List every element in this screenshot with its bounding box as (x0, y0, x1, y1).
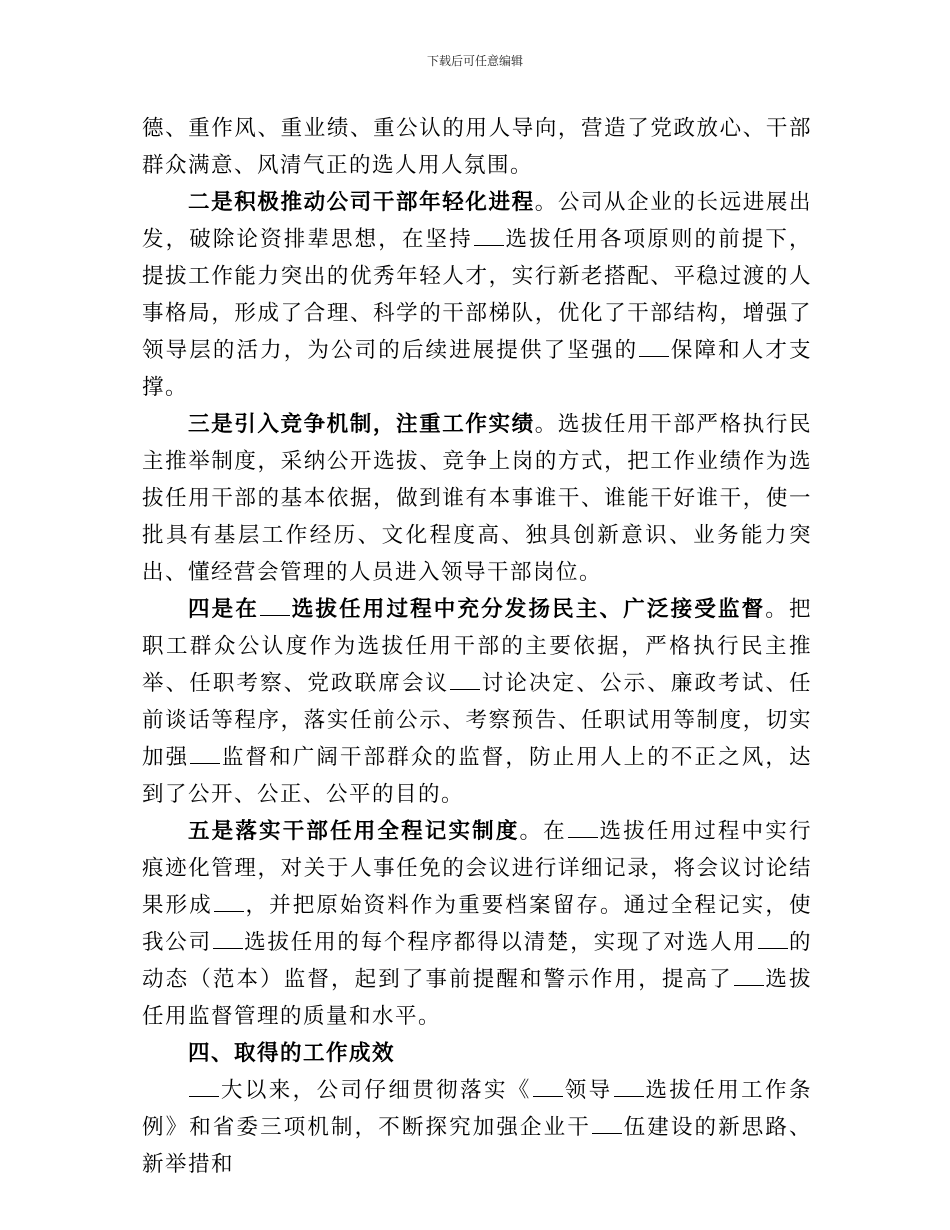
page-header: 下载后可任意编辑 (426, 54, 523, 68)
blank-line (190, 745, 220, 764)
blank-line (568, 819, 598, 838)
paragraph-record (142, 813, 812, 1035)
paragraph-heading (188, 597, 765, 622)
paragraph-text: 选拔任用各项原则的前提下，提拔工作能力突出的优秀年轻人才，实行新老搭配、平稳过渡的人事格局，形成了合理、科学的干部梯队，优化了干部结构，增强了领导层的活力，为公司的后续进展提供了坚强的 (142, 227, 812, 363)
blank-line (758, 930, 788, 949)
paragraph-text: 保障和人才支撑。 (142, 338, 812, 400)
paragraph-text: 选拔任用工作条例》和省委三项机制，不断探究加强企业干 (142, 1078, 812, 1140)
blank-line (450, 671, 480, 690)
paragraph-text: 。把职工群众公认度作为选拔任用干部的主要依据，严格执行民主推举、任职考察、党政联席会议 (142, 597, 812, 696)
paragraph-achievements (142, 1072, 812, 1183)
paragraph-text: 的动态（范本）监督，起到了事前提醒和警示作用，提高了 (142, 930, 812, 992)
blank-line (189, 1078, 219, 1097)
blank-line (614, 1078, 644, 1097)
paragraph-text: 伍建设的新思路、新举措和 (142, 1115, 812, 1177)
paragraph-text: 。公司从企业的长远进展出发，破除论资排辈思想，在坚持 (142, 190, 812, 252)
paragraph-continuation (142, 110, 812, 184)
paragraph-text: 德、重作风、重业绩、重公认的用人导向，营造了党政放心、干部群众满意、风清气正的选人用人氛围。 (142, 116, 812, 178)
paragraph-text: 监督和广阔干部群众的监督，防止用人上的不正之风，达到了公开、公正、公平的目的。 (142, 745, 812, 807)
paragraph-text: 选拔任用监督管理的质量和水平。 (142, 967, 812, 1029)
paragraph-text: 选拔任用的每个程序都得以清楚，实现了对选人用 (243, 930, 757, 955)
paragraph-text: 讨论决定、公示、廉政考试、任前谈话等程序，落实任前公示、考察预告、任职试用等制度，切实加强 (142, 671, 812, 770)
heading-part: 四是在 (188, 597, 260, 622)
paragraph-text: 。在 (519, 819, 567, 844)
paragraph-text: 大以来，公司仔细贯彻落实《 (220, 1078, 532, 1103)
paragraph-youth (142, 184, 812, 406)
paragraph-text: 选拔任用过程中实行痕迹化管理，对关于人事任免的会议进行详细记录，将会议讨论结果形成 (142, 819, 812, 918)
section-heading: 四、取得的工作成效 (188, 1041, 396, 1066)
blank-line (639, 338, 669, 357)
blank-line (592, 1115, 622, 1134)
blank-line (213, 930, 243, 949)
blank-line (734, 967, 764, 986)
blank-line (214, 893, 244, 912)
blank-line (474, 227, 504, 246)
paragraph-competition (142, 406, 812, 591)
blank-line (260, 597, 290, 616)
heading-part: 选拔任用过程中充分发扬民主、广泛接受监督 (291, 597, 766, 622)
blank-line (533, 1078, 563, 1097)
paragraph-heading: 五是落实干部任用全程记实制度 (188, 819, 520, 844)
paragraph-heading: 二是积极推动公司干部年轻化进程 (188, 190, 535, 215)
paragraph-heading: 三是引入竞争机制，注重工作实绩 (188, 412, 535, 437)
paragraph-text: 领导 (563, 1078, 613, 1103)
document-body (142, 110, 812, 1183)
paragraph-democracy (142, 591, 812, 813)
paragraph-text: ，并把原始资料作为重要档案留存。通过全程记实，使我公司 (142, 893, 812, 955)
paragraph-text: 。选拔任用干部严格执行民主推举制度，采纳公开选拔、竞争上岗的方式，把工作业绩作为选拔任用干部的基本依据，做到谁有本事谁干、谁能干好谁干，使一批具有基层工作经历、文化程度高、独具创新意识、业务能力突出、懂经营会管理的人员进入领导干部岗位。 (142, 412, 812, 585)
